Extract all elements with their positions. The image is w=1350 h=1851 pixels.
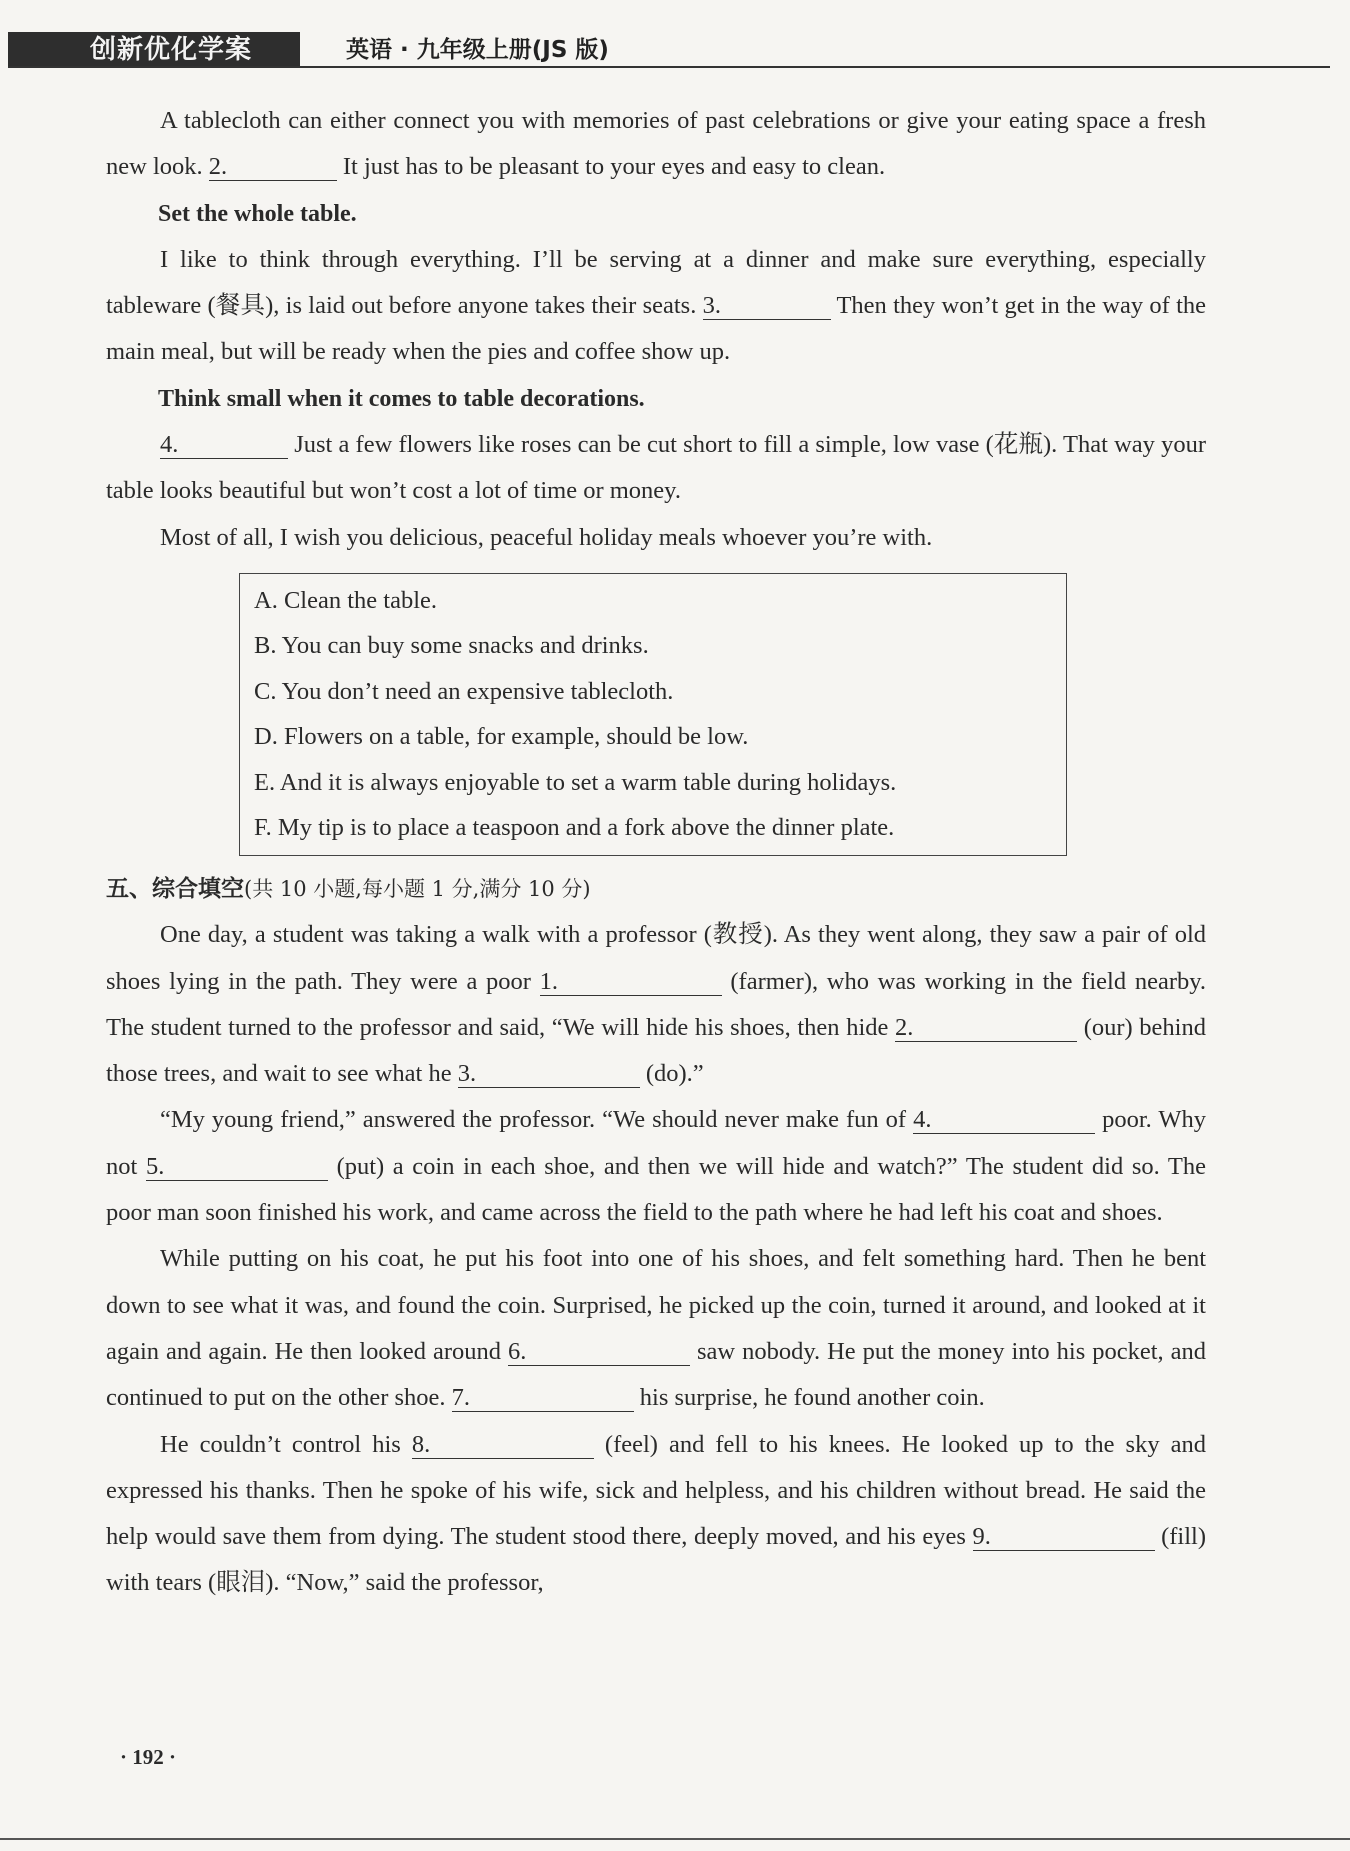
passage-paragraph: Most of all, I wish you delicious, peaceful holiday meals whoever you’re with.	[160, 523, 933, 551]
option-item: E. And it is always enjoyable to set a warm table during holidays.	[254, 768, 897, 796]
answer-blank[interactable]: 3.	[703, 293, 831, 320]
page-number: · 192 ·	[120, 1745, 177, 1769]
passage-paragraph: While putting on his coat, he put his foot into one of his shoes, and felt something hard. Then he bent down to see what it was, and found the coin. Surprised, he picked up the coin, turned it around, and looked at it again and again. He then looked around 6. saw nobody. He put the money into his pocket, and continued to put on the other shoe. 7. his surprise, he found another coin.	[106, 1245, 1207, 1412]
passage-paragraph: I like to think through everything. I’ll be serving at a dinner and make sure everything, especially tableware (餐具), is laid out before anyone takes their seats. 3. Then they won’t get in the way of the main meal, but will be ready when the pies and coffee show up.	[106, 245, 1206, 366]
page-header	[8, 32, 1330, 68]
answer-blank[interactable]: 8.	[412, 1432, 594, 1459]
answer-blank[interactable]: 7.	[452, 1385, 634, 1412]
answer-blank[interactable]: 4.	[913, 1107, 1095, 1134]
answer-blank[interactable]: 2.	[209, 154, 337, 181]
passage-paragraph: “My young friend,” answered the professor. “We should never make fun of 4. poor. Why not 5. (put) a coin in each shoe, and then we will hide and watch?” The student did so. The poor man soon finished his work, and came across the field to the path where he had left his coat and shoes.	[106, 1106, 1207, 1227]
option-item: D. Flowers on a table, for example, should be low.	[254, 723, 749, 751]
option-item: B. You can buy some snacks and drinks.	[254, 632, 649, 660]
option-item: A. Clean the table.	[254, 586, 438, 614]
passage-paragraph: 4. Just a few flowers like roses can be cut short to fill a simple, low vase (花瓶). That way your table looks beautiful but won’t cost a lot of time or money.	[106, 431, 1207, 505]
answer-blank[interactable]: 6.	[508, 1339, 690, 1366]
answer-blank[interactable]: 3.	[458, 1061, 640, 1088]
answer-blank[interactable]: 4.	[160, 432, 288, 459]
page-content	[106, 98, 1206, 1607]
passage-subheading: Set the whole table.	[158, 200, 357, 227]
passage-subheading: Think small when it comes to table decorations.	[158, 385, 645, 412]
answer-blank[interactable]: 5.	[146, 1154, 328, 1181]
passage-paragraph: He couldn’t control his 8. (feel) and fell to his knees. He looked up to the sky and expressed his thanks. Then he spoke of his wife, sick and helpless, and his children without bread. He said the help would save them from dying. The student stood there, deeply moved, and his eyes 9. (fill) with tears (眼泪). “Now,” said the professor,	[106, 1430, 1207, 1597]
answer-blank[interactable]: 2.	[895, 1015, 1077, 1042]
answer-blank[interactable]: 1.	[540, 969, 722, 996]
header-rule	[8, 66, 1330, 68]
series-brand: 创新优化学案	[8, 32, 300, 68]
bottom-rule	[0, 1838, 1350, 1840]
section-title: 五、综合填空(共 10 小题,每小题 1 分,满分 10 分)	[106, 875, 591, 902]
passage-paragraph: One day, a student was taking a walk with a professor (教授). As they went along, they saw a pair of old shoes lying in the path. They were a poor 1. (farmer), who was working in the field nearby. The student turned to the professor and said, “We will hide his shoes, then hide 2. (our) behind those trees, and wait to see what he 3. (do).”	[106, 921, 1207, 1088]
option-item: C. You don’t need an expensive tablecloth.	[254, 677, 674, 705]
option-item: F. My tip is to place a teaspoon and a fork above the dinner plate.	[254, 814, 895, 842]
book-title: 英语 · 九年级上册(JS 版)	[346, 37, 609, 63]
options-box	[239, 573, 1067, 856]
passage-paragraph: A tablecloth can either connect you with memories of past celebrations or give your eating space a fresh new look. 2. It just has to be pleasant to your eyes and easy to clean.	[106, 107, 1206, 181]
answer-blank[interactable]: 9.	[973, 1524, 1155, 1551]
